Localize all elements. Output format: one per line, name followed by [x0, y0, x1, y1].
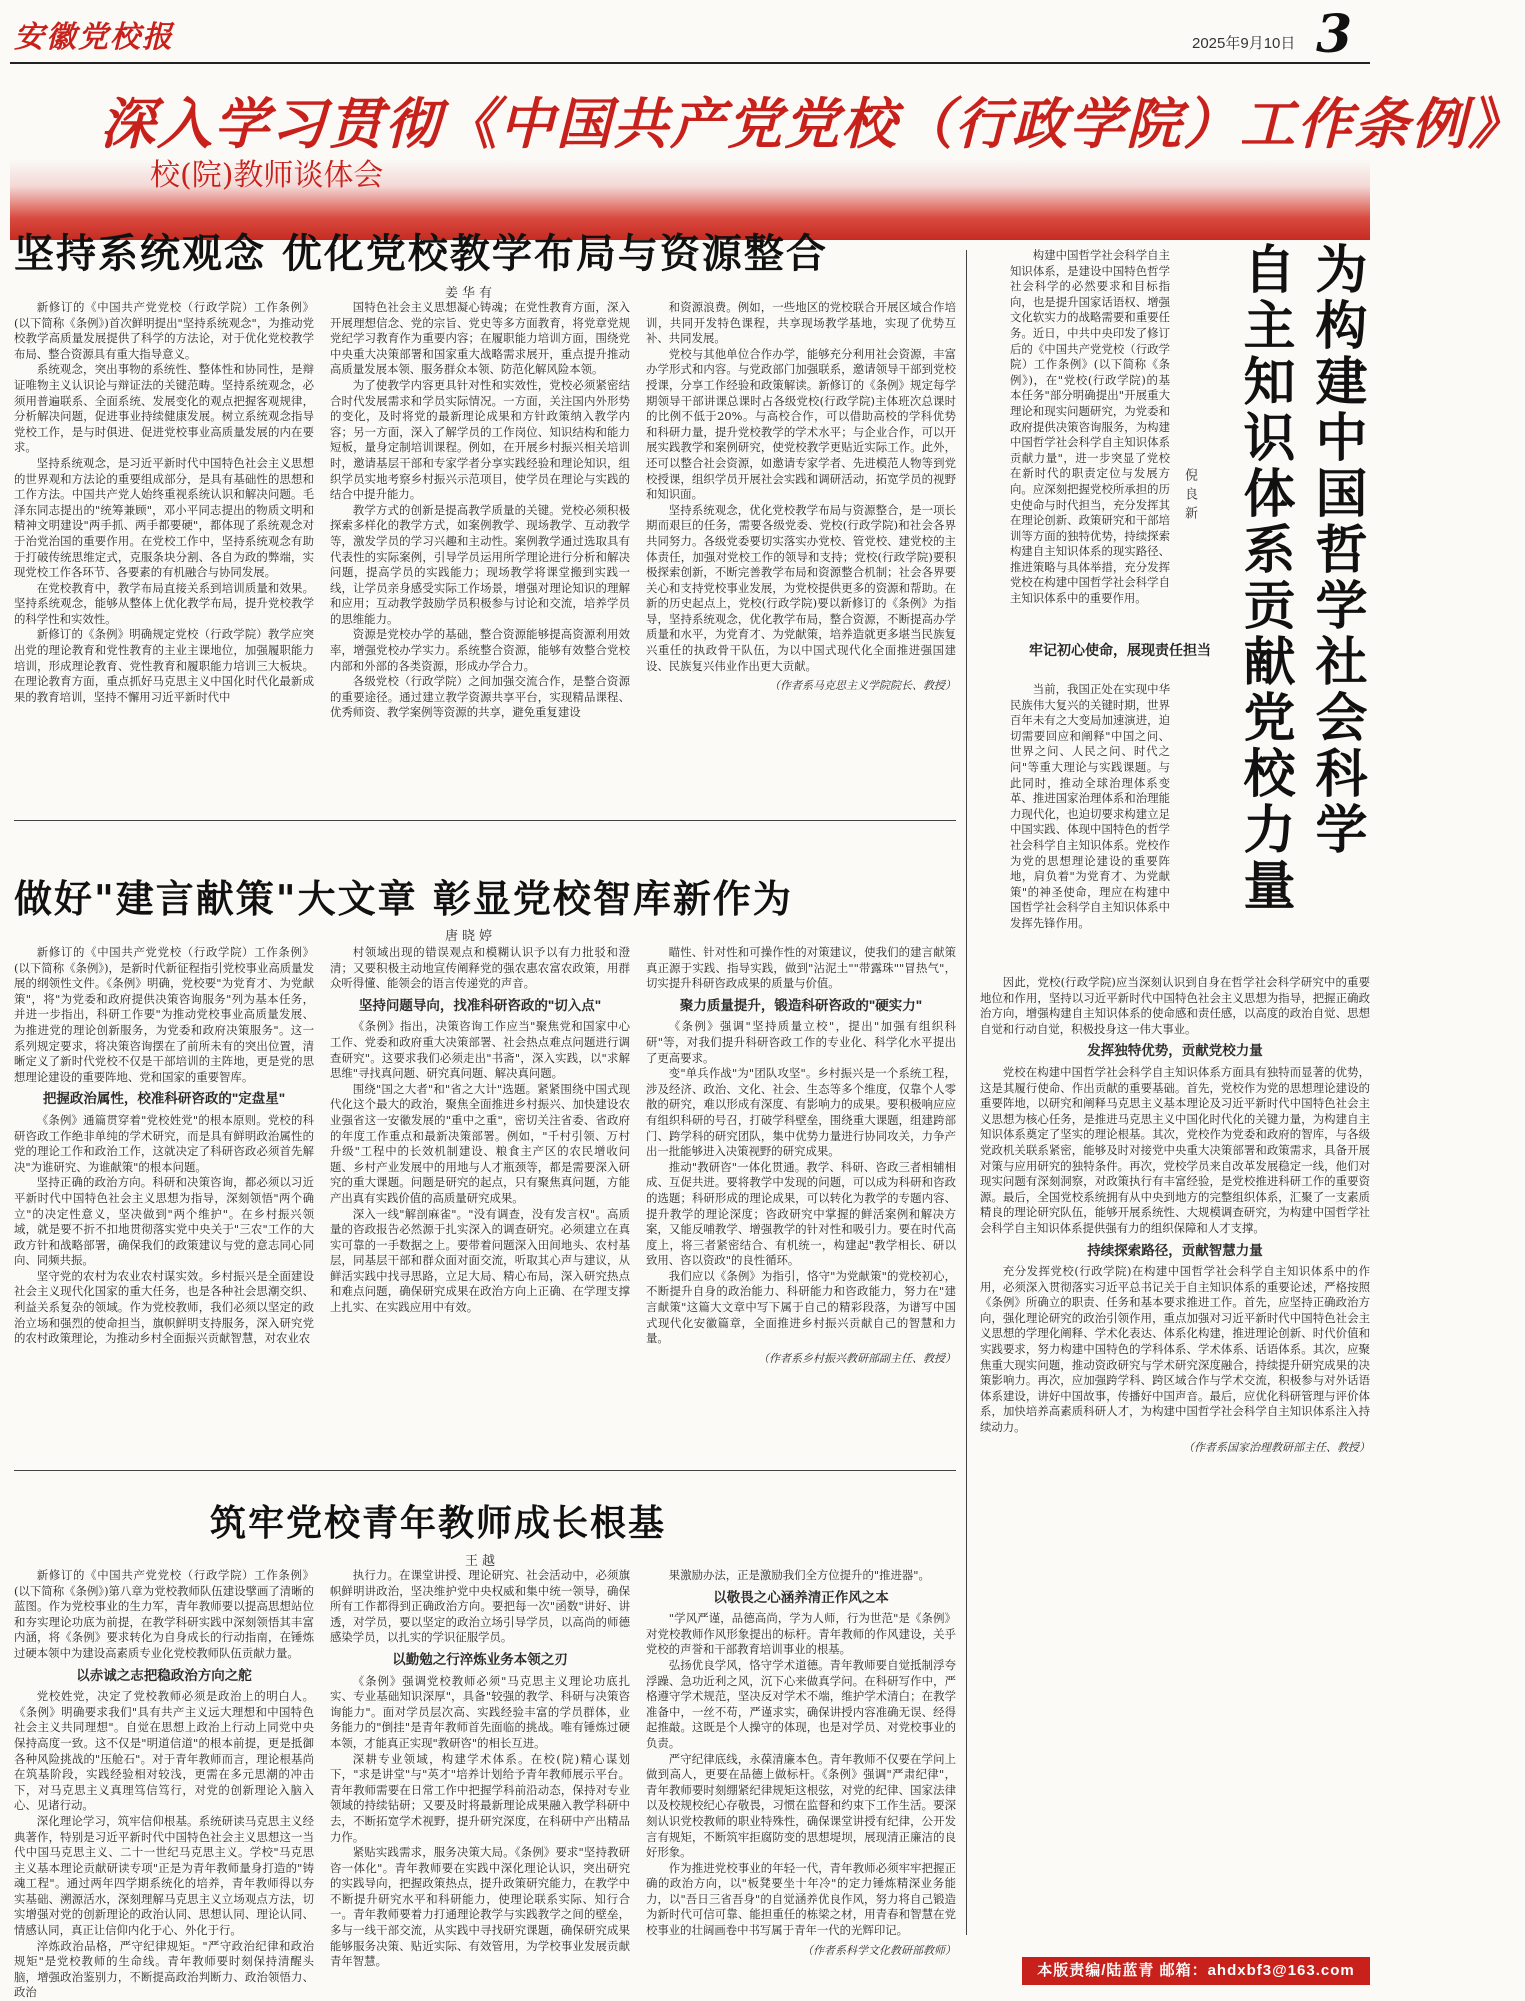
paragraph: 新修订的《中国共产党党校（行政学院）工作条例》(以下简称《条例》)第八章为党校教师队伍建设擘画了清晰的蓝图。作为党校事业的生力军，青年教师要以提高思想站位和夯实理论功底为前提，在教学科研实践中深刻领悟其丰富内涵，将《条例》要求转化为自身成长的行动指南，在锤炼过硬本领中为建设高素质专业化党校教师队伍贡献力量。 [14, 1568, 314, 1660]
sidebar-column-2 [1010, 682, 1170, 972]
paragraph: 教学方式的创新是提高教学质量的关键。党校必须积极探索多样化的教学方式，如案例教学、现场教学、互动教学等，激发学员的学习兴趣和主动性。案例教学通过选取具有代表性的实际案例，引导学员运用所学理论进行分析和解决问题，提高学员的实践能力；现场教学将课堂搬到实践一线，让学员亲身感受实际工作场景，增强对理论知识的理解和应用；互动教学鼓励学员积极参与讨论和交流，培养学员的思维能力。 [330, 502, 630, 626]
paragraph: 深耕专业领域，构建学术体系。在校(院)精心谋划下，"求是讲堂"与"英才"培养计划给予青年教师展示平台。青年教师需要在日常工作中把握学科前沿动态，保持对专业领域的持续钻研；又要及时将最新理论成果融入教学科研中去，不断拓宽学术视野，提升研究深度，在科研中产出精品力作。 [330, 1751, 630, 1844]
article2-column-1 [14, 945, 314, 1460]
paragraph: 《条例》通篇贯穿着"党校姓党"的根本原则。党校的科研咨政工作绝非单纯的学术研究，而是具有鲜明政治属性的党的理论工作和政治工作，这就决定了科研咨政必须首先解决"为谁研究、为谁献策"的根本问题。 [14, 1112, 314, 1174]
paragraph: 党校与其他单位合作办学，能够充分利用社会资源，丰富办学形式和内容。与党政部门加强联系，邀请领导干部到党校授课，分享工作经验和政策解读。新修订的《条例》规定每学期领导干部讲课总课时占各级党校(行政学院)主体班次总课时的比例不低于20%。与高校合作，可以借助高校的学科优势和科研力量，提升党校教学的学术水平；与企业合作，可以开展实践教学和案例研究，使党校教学更贴近实际工作。此外，还可以整合社会资源，如邀请专家学者、先进模范人物等到党校授课，组织学员开展社会实践和调研活动，拓宽学员的视野和知识面。 [646, 346, 956, 502]
paragraph: 坚持系统观念，优化党校教学布局与资源整合，是一项长期而艰巨的任务，需要各级党委、党校(行政学院)和社会各界共同努力。各级党委要切实落实办党校、管党校、建党校的主体责任，加强对党校工作的领导和支持；党校(行政学院)要积极探索创新，不断完善教学布局和资源整合机制；社会各界要关心和支持党校事业发展，为党校提供更多的资源和帮助。在新的历史起点上，党校(行政学院)要以新修订的《条例》为指导，坚持系统观念，优化教学布局，整合资源，不断提高办学质量和水平，为党育才、为党献策，培养造就更多堪当民族复兴重任的执政骨干队伍，为以中国式现代化全面推进强国建设、民族复兴伟业作出更大贡献。 [646, 502, 956, 673]
paragraph: 构建中国哲学社会科学自主知识体系，是建设中国特色哲学社会科学的必然要求和目标指向，也是提升国家话语权、增强文化软实力的战略需要和重要任务。近日，中共中央印发了修订后的《中国共产党党校（行政学院）工作条例》(以下简称《条例》)，在"党校(行政学院)的基本任务"部分明确提出"开展重大理论和现实问题研究，为党委和政府提供决策咨询服务，为构建中国哲学社会科学自主知识体系贡献力量"，进一步突显了党校在新时代的职责定位与发展方向。应深刻把握党校所承担的历史使命与时代担当，充分发挥其在理论创新、政策研究和干部培训等方面的独特优势，持续探索构建自主知识体系的现实路径、推进策略与具体举措，充分发挥党校在构建中国哲学社会科学自主知识体系中的重要作用。 [1010, 248, 1170, 606]
article3-column-3 [646, 1568, 956, 1978]
paragraph: 严守纪律底线，永葆清廉本色。青年教师不仅要在学问上做到高人，更要在品德上做标杆。《条例》强调"严肃纪律"，青年教师要时刻绷紧纪律规矩这根弦，对党的纪律、国家法律以及校规校纪心存敬畏，习惯在监督和约束下工作生活。要深刻认识党校教师的职业特殊性，确保课堂讲授有纪律，公开发言有规矩，不断筑牢拒腐防变的思想堤坝，展现清正廉洁的良好形象。 [646, 1751, 956, 1860]
paragraph: 新修订的《中国共产党党校（行政学院）工作条例》(以下简称《条例》)，是新时代新征程指引党校事业高质量发展的纲领性文件。《条例》明确，党校要"为党育才、为党献策"，将"为党委和政府提供决策咨询服务"列为基本任务，并进一步指出，科研工作要"为推动党校事业高质量发展、为推进党的理论创新服务，为党委和政府决策服务"。这一系列规定要求，将决策咨询摆在了前所未有的突出位置，清晰定义了新时代党校不仅是干部培训的主阵地，更是党的思想理论建设的重要阵地、党和国家的重要智库。 [14, 945, 314, 1084]
masthead [0, 0, 1525, 245]
paragraph: 各级党校（行政学院）之间加强交流合作，是整合资源的重要途径。通过建立教学资源共享平台，实现精品课程、优秀师资、教学案例等资源的共享，避免重复建设 [330, 674, 630, 720]
paragraph: 党校在构建中国哲学社会科学自主知识体系方面具有独特而显著的优势，这是其履行使命、作出贡献的重要基础。首先，党校作为党的思想理论建设的重要阵地，以研究和阐释马克思主义基本理论及习近平新时代中国特色社会主义思想为核心任务，是推进马克思主义中国化时代化的关键力量，为构建自主知识体系奠定了坚实的理论根基。其次，党校作为党委和政府的智库，与各级党政机关联系紧密，能够及时对接党中央重大决策部署和政策需求，具备开展对策与应用研究的独特条件。再次，党校学员来自改革发展稳定一线，他们对现实问题有深刻洞察，对政策执行有丰富经验，是党校推进科研工作的重要资源。最后，全国党校系统拥有从中央到地方的完整组织体系，汇聚了一支素质精良的理论研究队伍，能够开展系统性、大规模调查研究，为构建中国哲学社会科学自主知识体系提供强有力的组织保障和人才支撑。 [980, 1064, 1370, 1235]
article2-author: 唐晓婷 [445, 929, 497, 944]
paragraph: 深入一线"解剖麻雀"。"没有调查，没有发言权"。高质量的咨政报告必然源于扎实深入的调查研究。必须建立在真实可靠的一手数据之上。要带着问题深入田间地头、农村基层，同基层干部和群众面对面交流，听取其心声与建议，从鲜活实践中找寻思路，立足大局、精心布局，深入研究热点和难点问题，确保研究成果在政治方向上正确、在学理支撑上扎实、在实践应用中有效。 [330, 1206, 630, 1315]
article3-title: 筑牢党校青年教师成长根基 [210, 1502, 667, 1544]
paragraph: 弘扬优良学风，恪守学术道德。青年教师要自觉抵制浮夸浮躁、急功近利之风，沉下心来做真学问。在科研写作中，严格遵守学术规范，坚决反对学术不端，维护学术清白；在教学准备中，一丝不苟，严谨求实，确保讲授内容准确无误、经得起推敲。这既是个人操守的体现，也是对学员、对党校事业的负责。 [646, 1657, 956, 1750]
paragraph: 坚守党的农村为农业农村谋实效。乡村振兴是全面建设社会主义现代化国家的重大任务，也是各种社会思潮交织、利益关系复杂的领域。作为党校教师，我们必须以坚定的政治立场和强烈的使命担当，旗帜鲜明支持服务，深入研究党的农村政策理论，为推动乡村全面振兴贡献智慧，对农业农 [14, 1268, 314, 1346]
article3-column-1 [14, 1568, 314, 2000]
newspaper-logo: 安徽党校报 [14, 20, 174, 55]
paragraph: 因此，党校(行政学院)应当深刻认识到自身在哲学社会科学研究中的重要地位和作用，坚持以习近平新时代中国特色社会主义思想为指导，把握正确政治方向，增强构建自主知识体系的使命感和责任感，以高度的政治自觉、思想自觉和行动自觉，积极投身这一伟大事业。 [980, 975, 1370, 1036]
article1-author: 姜华有 [445, 286, 497, 301]
article1-column-2 [330, 300, 630, 812]
article2-column-3 [646, 945, 956, 1460]
banner-subtitle: 校(院)教师谈体会 [150, 158, 384, 193]
sidebar-author: 倪良新 [1182, 468, 1197, 525]
sidebar-intro-column [1010, 248, 1170, 638]
paragraph: 《条例》指出，决策咨询工作应当"聚焦党和国家中心工作、党委和政府重大决策部署、社会热点难点问题进行调查研究"。这要求我们必须走出"书斋"，深入实践，以"求解思维"寻找真问题、研究真问题、解决真问题。 [330, 1019, 630, 1081]
article2-subheading-2: 坚持问题导向，找准科研咨政的"切入点" [358, 997, 602, 1013]
article3-subheading-2: 以勤勉之行淬炼业务本领之刃 [392, 1651, 568, 1667]
sidebar-subheading-1: 牢记初心使命，展现责任担当 [1029, 642, 1211, 658]
article2-column-2 [330, 945, 630, 1460]
article2-signature: （作者系乡村振兴教研部副主任、教授） [758, 1351, 956, 1365]
article-divider [14, 820, 956, 821]
sidebar-subheading-3: 持续探索路径，贡献智慧力量 [1087, 1242, 1263, 1258]
article3-subheading-1: 以赤诚之志把稳政治方向之舵 [76, 1667, 252, 1683]
article3-subheading-3: 以敬畏之心涵养清正作风之本 [713, 1589, 889, 1605]
paragraph: 变"单兵作战"为"团队攻坚"。乡村振兴是一个系统工程，涉及经济、政治、文化、社会、生态等多个维度，仅靠个人零散的研究，难以形成有深度、有影响力的成果。要积极响应应有组织科研的号召，打破学科壁垒，围绕重大课题，组建跨部门、跨学科的研究团队，集中优势力量进行协同攻关，力争产出一批能够进入决策视野的研究成果。 [646, 1066, 956, 1159]
article1-column-3 [646, 300, 956, 812]
paragraph: 淬炼政治品格，严守纪律规矩。"严守政治纪律和政治规矩"是党校教师的生命线。青年教师要时刻保持清醒头脑，增强政治鉴别力，不断提高政治判断力、政治领悟力、政治 [14, 1938, 314, 2000]
publication-date: 2025年9月10日 [1192, 35, 1296, 52]
paragraph: "学风严谨，品德高尚，学为人师，行为世范"是《条例》对党校教师作风形象提出的标杆。青年教师的作风建设，关乎党校的声誉和干部教育培训事业的根基。 [646, 1611, 956, 1657]
article2-subheading-3: 聚力质量提升，锻造科研咨政的"硬实力" [679, 997, 923, 1013]
sidebar-subheading-2: 发挥独特优势，贡献党校力量 [1087, 1043, 1263, 1059]
paragraph: 系统观念，突出事物的系统性、整体性和协同性，是辩证唯物主义认识论与辩证法的关键范畴。坚持系统观念，必须用普遍联系、全面系统、发展变化的观点把握客观规律，分析解决问题，促进事业持续健康发展。树立系统观念指导党校工作，是与时俱进、促进党校事业高质量发展的内在要求。 [14, 362, 314, 455]
article1-signature: （作者系马克思主义学院院长、教授） [769, 679, 956, 693]
top-rule [10, 62, 1370, 64]
paragraph: 在党校教育中，教学布局直接关系到培训质量和效果。坚持系统观念，能够从整体上优化教学布局，提升党校教学的科学性和实效性。 [14, 580, 314, 626]
paragraph: 我们应以《条例》为指引，恪守"为党献策"的党校初心，不断提升自身的政治能力、科研能力和咨政能力，努力在"建言献策"这篇大文章中写下属于自己的精彩段落，为谱写中国式现代化安徽篇章，全面推进乡村振兴贡献自己的智慧和力量。 [646, 1268, 956, 1346]
editor-footer: 本版责编/陆蓝青 邮箱：ahdxbf3@163.com [1022, 1957, 1370, 1985]
article2-title: 做好"建言献策"大文章 彰显党校智库新作为 [14, 876, 793, 921]
article2-subheading-1: 把握政治属性，校准科研咨政的"定盘星" [42, 1091, 286, 1107]
paragraph: 和资源浪费。例如，一些地区的党校联合开展区域合作培训，共同开发特色课程，共享现场教学基地，实现了优势互补、共同发展。 [646, 300, 956, 346]
paragraph: 坚持系统观念，是习近平新时代中国特色社会主义思想的世界观和方法论的重要组成部分，是具有基础性的思想和工作方法。中国共产党人始终重视系统认识和解决问题。毛泽东同志提出的"统筹兼顾"，邓小平同志提出的物质文明和精神文明建设"两手抓、两手都要硬"，都体现了系统观念对于治党治国的重要作用。在党校工作中，坚持系统观念有助于打破传统思维定式，克服条块分割、各自为政的弊端，实现党校工作各环节、各要素的有机融合与协同发展。 [14, 455, 314, 580]
page-number: 3 [1316, 4, 1353, 65]
paragraph: 推动"教研咨"一体化贯通。教学、科研、咨政三者相辅相成、互促共进。要将教学中发现的问题，可以成为科研和咨政的选题；科研形成的理论成果，可以转化为教学的专题内容、提升教学的理论深度；咨政研究中掌握的鲜活案例和解决方案，又能反哺教学、增强教学的针对性和吸引力。要在时代高度上，将三者紧密结合、有机统一，构建起"教学相长、研以致用、咨以资政"的良性循环。 [646, 1159, 956, 1268]
sidebar-column-3 [980, 975, 1370, 1940]
paragraph: 深化理论学习，筑牢信仰根基。系统研读马克思主义经典著作，特别是习近平新时代中国特色社会主义思想这一当代中国马克思主义、二十一世纪马克思主义。学校"马克思主义基本理论贡献研读专项"正是为青年教师量身打造的"铸魂工程"。通过两年四学期系统化的培养，青年教师得以夯实基础、溯源活水，深刻理解马克思主义立场观点方法，切实增强对党的创新理论的政治认同、思想认同、理论认同、情感认同，真正让信仰内化于心、外化于行。 [14, 1813, 314, 1938]
article3-column-2 [330, 1568, 630, 1978]
article3-author: 王越 [465, 1554, 500, 1569]
paragraph: 国特色社会主义思想凝心铸魂；在党性教育方面，深入开展理想信念、党的宗旨、党史等多方面教育，将党章党规党纪学习教育作为重要内容；在履职能力培训方面，围绕党中央重大决策部署和国家重大战略需求展开，重点提升推动高质量发展本领、服务群众本领、防范化解风险本领。 [330, 300, 630, 377]
article1-title: 坚持系统观念 优化党校教学布局与资源整合 [14, 230, 828, 277]
paragraph: 新修订的《中国共产党党校（行政学院）工作条例》(以下简称《条例》)首次鲜明提出"坚持系统观念"，为推动党校教学高质量发展提供了科学的方法论，对于优化党校教学布局、整合资源具有重大指导意义。 [14, 300, 314, 361]
paragraph: 《条例》强调"坚持质量立校"，提出"加强有组织科研"等，对我们提升科研咨政工作的专业化、科学化水平提出了更高要求。 [646, 1019, 956, 1065]
article-divider [14, 1470, 956, 1471]
paragraph: 《条例》强调党校教师必须"马克思主义理论功底扎实、专业基础知识深厚"，具备"较强的教学、科研与决策咨询能力"。面对学员层次高、实践经验丰富的学员群体，业务能力的"倒挂"是青年教师首先面临的挑战。唯有锤炼过硬本领，才能真正实现"教研咨"的相长互进。 [330, 1673, 630, 1750]
paragraph: 坚持正确的政治方向。科研和决策咨询，都必须以习近平新时代中国特色社会主义思想为指导，深刻领悟"两个确立"的决定性意义，坚决做到"两个维护"。在乡村振兴领域，就是要不折不扣地贯彻落实党中央关于"三农"工作的大政方针和战略部署，确保我们的政策建议与党的意志同心同向、同频共振。 [14, 1175, 314, 1268]
sidebar-title-line-1: 为构建中国哲学社会科学 [1306, 242, 1367, 858]
sidebar-signature: （作者系国家治理教研部主任、教授） [1183, 1440, 1370, 1454]
paragraph: 紧贴实践需求，服务决策大局。《条例》要求"坚持教研咨一体化"。青年教师要在实践中深化理论认识，突出研究的实践导向，把握政策热点，提升政策研究能力，在教学中不断提升研究水平和科研能力，使理论联系实际、知行合一。青年教师要着力打通理论教学与实践教学之间的壁垒，多与一线干部交流，从实践中寻找研究课题，确保研究成果能够服务决策、贴近实际、有效管用，为学校事业发展贡献青年智慧。 [330, 1845, 630, 1969]
column-divider [966, 250, 967, 1935]
paragraph: 当前，我国正处在实现中华民族伟大复兴的关键时期，世界百年未有之大变局加速演进，迫切需要回应和阐释"中国之问、世界之问、人民之问、时代之问"等重大理论与实践课题。与此同时，推动全球治理体系变革、推进国家治理体系和治理能力现代化，也迫切要求构建立足中国实践、体现中国特色的哲学社会科学自主知识体系。党校作为党的思想理论建设的重要阵地，肩负着"为党育才、为党献策"的神圣使命，理应在构建中国哲学社会科学自主知识体系中发挥先锋作用。 [1010, 682, 1170, 930]
banner-title: 深入学习贯彻《中国共产党党校（行政学院）工作条例》 [100, 91, 1525, 156]
paragraph: 党校姓党，决定了党校教师必须是政治上的明白人。《条例》明确要求我们"具有共产主义远大理想和中国特色社会主义共同理想"。自觉在思想上政治上行动上同党中央保持高度一致。这不仅是"明道信道"的根本前提，更是抵御各种风险挑战的"压舱石"。对于青年教师而言，理论根基尚在筑基阶段，实践经验相对较浅，更需在多元思潮的冲击下，对马克思主义真理笃信笃行，对党的创新理论入脑入心、见诸行动。 [14, 1689, 314, 1813]
article1-column-1 [14, 300, 314, 812]
paragraph: 瞄性、针对性和可操作性的对策建议，使我们的建言献策真正源于实践、指导实践，做到"沾泥土""带露珠""冒热气"，切实提升科研咨政成果的质量与价值。 [646, 945, 956, 991]
paragraph: 执行力。在课堂讲授、理论研究、社会活动中，必须旗帜鲜明讲政治，坚决维护党中央权威和集中统一领导，确保所有工作都得到正确政治方向。要把每一次"函数"讲好、讲透，对学员，要以坚定的政治立场引导学员，以高尚的师德感染学员，以扎实的学识征服学员。 [330, 1568, 630, 1645]
paragraph: 作为推进党校事业的年轻一代，青年教师必须牢牢把握正确的政治方向，以"板凳要坐十年冷"的定力锤炼精深业务能力，以"吾日三省吾身"的自觉涵养优良作风，努力将自己锻造为新时代可信可靠、能担重任的栋梁之材，用青春和智慧在党校事业的壮阔画卷中书写属于青年一代的光辉印记。 [646, 1860, 956, 1938]
paragraph: 为了使教学内容更具针对性和实效性，党校必须紧密结合时代发展需求和学员实际情况。一方面，关注国内外形势的变化，及时将党的最新理论成果和方针政策纳入教学内容；另一方面，深入了解学员的工作岗位、知识结构和能力短板，量身定制培训课程。例如，在开展乡村振兴相关培训时，邀请基层干部和专家学者分享实践经验和理论知识，组织学员实地考察乡村振兴示范项目，使学员在理论与实践的结合中提升能力。 [330, 377, 630, 502]
sidebar-title-line-2: 自主知识体系贡献党校力量 [1234, 242, 1295, 914]
paragraph: 果激励办法，正是激励我们全方位提升的"推进器"。 [668, 1568, 930, 1582]
paragraph: 资源是党校办学的基础，整合资源能够提高资源利用效率，增强党校办学实力。系统整合资源，能够有效整合党校内部和外部的各类资源，形成办学合力。 [330, 627, 630, 673]
paragraph: 村领域出现的错误观点和模糊认识予以有力批驳和澄清；又要积极主动地宣传阐释党的强农惠农富农政策，用群众听得懂、能领会的语言传递党的声音。 [330, 945, 630, 991]
paragraph: 新修订的《条例》明确规定党校（行政学院）教学应突出党的理论教育和党性教育的主业主课地位，加强履职能力培训，形成理论教育、党性教育和履职能力培训三大板块。在理论教育方面，重点抓好马克思主义中国化时代化最新成果的教育培训，坚持不懈用习近平新时代中 [14, 627, 314, 704]
paragraph: 充分发挥党校(行政学院)在构建中国哲学社会科学自主知识体系中的作用，必须深入贯彻落实习近平总书记关于自主知识体系的重要论述，严格按照《条例》所确立的职责、任务和基本要求推进工作。首先，应坚持正确政治方向，强化理论研究的政治引领作用，重点加强对习近平新时代中国特色社会主义思想的学理化阐释、学术化表达、体系化构建，推进理论创新、时代价值和实践要求，努力构建中国特色的学科体系、学术体系、话语体系。其次，应聚焦重大现实问题，推动资政研究与学术研究深度融合，持续提升研究成果的决策影响力。再次，应加强跨学科、跨区域合作与学术交流，积极参与对外话语体系建设，讲好中国故事，传播好中国声音。最后，应优化科研管理与评价体系，加快培养高素质科研人才，为构建中国哲学社会科学自主知识体系注入持续动力。 [980, 1264, 1370, 1435]
article3-signature: （作者系科学文化教研部教师） [802, 1943, 956, 1957]
paragraph: 围绕"国之大者"和"省之大计"选题。紧紧围绕中国式现代化这个最大的政治，聚焦全面推进乡村振兴、加快建设农业强省这一安徽发展的"重中之重"，密切关注省委、省政府的年度工作重点和最新决策部署。例如，"千村引领、万村升级"工程中的长效机制建设、粮食主产区的农民增收问题、乡村产业发展中的用地与人才瓶颈等，都是需要深入研究的重大课题。问题是研究的起点，只有聚焦真问题，方能产出真有实践价值的高质量研究成果。 [330, 1081, 630, 1205]
sidebar-title [1220, 242, 1370, 942]
